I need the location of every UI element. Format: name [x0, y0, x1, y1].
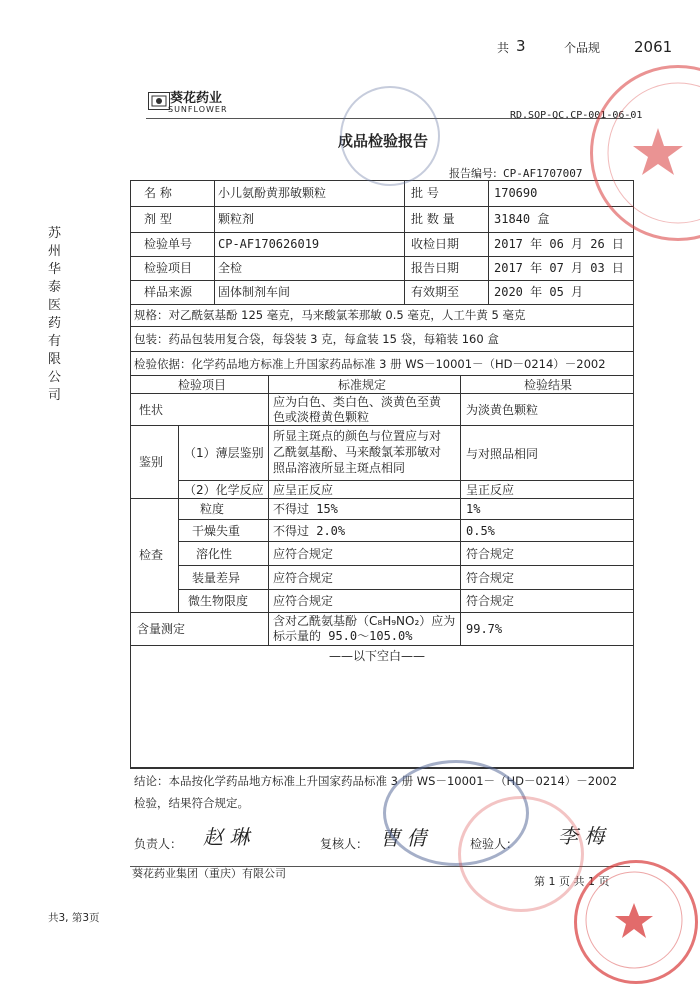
traits-result: 为淡黄色颗粒	[466, 403, 539, 417]
check-name-microbial: 微生物限度	[188, 594, 249, 608]
content-result: 99.7%	[466, 622, 503, 636]
check-name-solubility: 溶化性	[196, 547, 233, 561]
info-label-report-date: 报告日期	[411, 261, 460, 275]
info-label-quantity: 批 数 量	[411, 212, 455, 226]
reviewer-label: 复核人：	[320, 837, 369, 851]
check-result-granularity: 1%	[466, 502, 481, 516]
basis-line: 检验依据：化学药品地方标准上升国家药品标准 3 册 WS－10001－（HD－0214）－2002	[134, 357, 606, 371]
content-standard-line-2: 标示量的 95.0～105.0%	[273, 629, 413, 643]
info-value-form: 颗粒剂	[218, 212, 255, 226]
identify-tlc-standard-line-3: 照品溶液所显主斑点相同	[273, 461, 406, 475]
conclusion-line-2: 检验，结果符合规定。	[134, 796, 249, 810]
inspector-label: 检验人：	[470, 837, 519, 851]
quality-red-stamp-bottom	[574, 860, 698, 984]
info-value-received: 2017 年 06 月 26 日	[494, 237, 624, 251]
report-no-label: 报告编号:	[449, 167, 497, 180]
pack-line: 包装：药品包装用复合袋，每袋装 3 克，每盒装 15 袋，每箱装 160 盒	[134, 332, 499, 346]
logo-en: SUNFLOWER	[168, 105, 228, 114]
identify-tlc-label: （1）薄层鉴别	[184, 446, 264, 460]
check-standard-fill-variation: 应符合规定	[273, 571, 334, 585]
info-value-scope: 全检	[218, 261, 243, 275]
info-value-quantity: 31840 盒	[494, 212, 550, 226]
info-label-received: 收检日期	[411, 237, 460, 251]
info-label-batch: 批 号	[411, 186, 439, 200]
check-result-drying-loss: 0.5%	[466, 524, 495, 538]
bottom-left-page: 共3, 第3页	[48, 912, 100, 924]
col-header-standard: 标准规定	[338, 378, 387, 392]
page-indicator: 第 1 页 共 1 页	[534, 875, 610, 888]
total-value: 3	[516, 37, 526, 55]
content-standard-line-1: 含对乙酰氨基酚（C₈H₉NO₂）应为	[273, 614, 456, 628]
faint-red-stamp	[458, 796, 584, 912]
identify-tlc-standard-line-2: 乙酰氨基酚、马来酸氯苯那敏对	[273, 445, 442, 459]
report-no: CP-AF1707007	[503, 167, 583, 180]
col-header-result: 检验结果	[524, 378, 573, 392]
serial-number: 2061	[634, 38, 673, 56]
logo-cn: 葵花药业	[170, 91, 223, 106]
identify-label: 鉴别	[139, 455, 164, 469]
info-label-source: 样品来源	[144, 285, 193, 299]
info-value-order: CP-AF170626019	[218, 237, 320, 251]
check-name-fill-variation: 装量差异	[192, 571, 241, 585]
faded-blue-stamp	[340, 86, 440, 186]
doc-code: RD.SOP-QC.CP-001-06-01	[510, 110, 643, 121]
check-result-microbial: 符合规定	[466, 594, 515, 608]
check-standard-granularity: 不得过 15%	[273, 502, 338, 516]
page-title: 成品检验报告	[338, 132, 429, 150]
col-header-item: 检验项目	[178, 378, 227, 392]
info-label-expiry: 有效期至	[411, 285, 460, 299]
identify-chem-standard: 应呈正反应	[273, 483, 334, 497]
check-result-fill-variation: 符合规定	[466, 571, 515, 585]
check-result-solubility: 符合规定	[466, 547, 515, 561]
traits-standard-line-1: 应为白色、类白色、淡黄色至黄	[273, 395, 442, 409]
info-label-name: 名 称	[144, 186, 172, 200]
per-spec-label: 个品规	[564, 41, 601, 55]
side-company: 苏州华泰医药有限公司	[48, 226, 62, 403]
info-value-source: 固体制剂车间	[218, 285, 291, 299]
check-standard-solubility: 应符合规定	[273, 547, 334, 561]
responsible-signature: 赵 琳	[203, 825, 250, 849]
identify-tlc-result: 与对照品相同	[466, 447, 539, 461]
check-standard-drying-loss: 不得过 2.0%	[273, 524, 346, 538]
check-standard-microbial: 应符合规定	[273, 594, 334, 608]
conclusion-line-1: 结论：本品按化学药品地方标准上升国家药品标准 3 册 WS－10001－（HD－0214）－2002	[134, 774, 618, 788]
logo-mark-icon	[148, 92, 170, 110]
info-label-order: 检验单号	[144, 237, 193, 251]
identify-chem-label: （2）化学反应	[184, 483, 264, 497]
info-value-report-date: 2017 年 07 月 03 日	[494, 261, 624, 275]
traits-label: 性状	[139, 403, 164, 417]
quality-red-stamp-top	[590, 65, 700, 241]
content-label: 含量测定	[137, 622, 186, 636]
check-label: 检查	[139, 548, 164, 562]
blank-marker: ——以下空白——	[329, 649, 426, 663]
reviewer-signature: 曹 倩	[380, 826, 427, 850]
check-name-drying-loss: 干燥失重	[192, 524, 241, 538]
info-value-name: 小儿氨酚黄那敏颗粒	[218, 186, 327, 200]
identify-chem-result: 呈正反应	[466, 483, 515, 497]
inspector-signature: 李 梅	[558, 824, 605, 848]
traits-standard-line-2: 色或淡橙黄色颗粒	[273, 410, 370, 424]
company-footer: 葵花药业集团（重庆）有限公司	[132, 867, 286, 880]
info-value-expiry: 2020 年 05 月	[494, 285, 584, 299]
info-label-form: 剂 型	[144, 212, 172, 226]
spec-line: 规格：对乙酰氨基酚 125 毫克，马来酸氯苯那敏 0.5 毫克，人工牛黄 5 毫克	[134, 308, 526, 322]
check-name-granularity: 粒度	[200, 502, 225, 516]
responsible-label: 负责人：	[134, 837, 183, 851]
identify-tlc-standard-line-1: 所显主斑点的颜色与位置应与对	[273, 429, 442, 443]
info-label-scope: 检验项目	[144, 261, 193, 275]
total-label: 共	[497, 41, 510, 55]
info-value-batch: 170690	[494, 186, 538, 200]
